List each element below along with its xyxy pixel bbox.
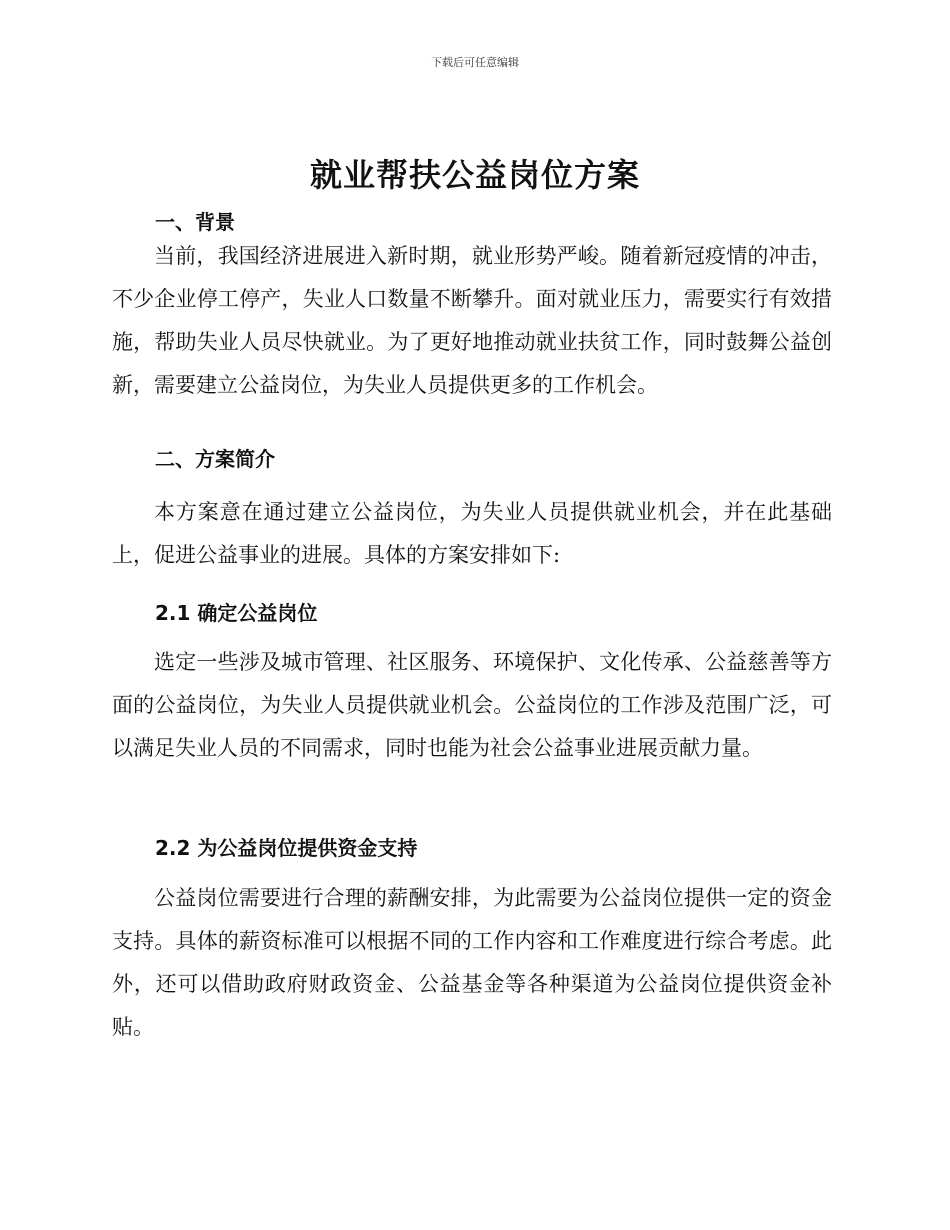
section-heading-intro: 二、方案简介 [155,447,275,471]
paragraph-background: 当前，我国经济进展进入新时期，就业形势严峻。随着新冠疫情的冲击，不少企业停工停产，失业人口数量不断攀升。面对就业压力，需要实行有效措施，帮助失业人员尽快就业。为了更好地推动就业扶贫工作，同时鼓舞公益创新，需要建立公益岗位，为失业人员提供更多的工作机会。 [112,244,832,397]
paragraph-2-1: 选定一些涉及城市管理、社区服务、环境保护、文化传承、公益慈善等方面的公益岗位，为失业人员提供就业机会。公益岗位的工作涉及范围广泛，可以满足失业人员的不同需求，同时也能为社会公益事业进展贡献力量。 [112,650,832,760]
section-heading-background: 一、背景 [155,210,235,234]
document-title: 就业帮扶公益岗位方案 [309,156,640,194]
header-note: 下载后可任意编辑 [431,56,519,69]
subsection-heading-2-2: 2.2 为公益岗位提供资金支持 [155,836,418,860]
subsection-heading-2-1: 2.1 确定公益岗位 [155,601,318,625]
paragraph-intro: 本方案意在通过建立公益岗位，为失业人员提供就业机会，并在此基础上，促进公益事业的进展。具体的方案安排如下: [112,500,832,567]
paragraph-2-2: 公益岗位需要进行合理的薪酬安排，为此需要为公益岗位提供一定的资金支持。具体的薪资标准可以根据不同的工作内容和工作难度进行综合考虑。此外，还可以借助政府财政资金、公益基金等各种渠道为公益岗位提供资金补贴。 [112,886,832,1039]
